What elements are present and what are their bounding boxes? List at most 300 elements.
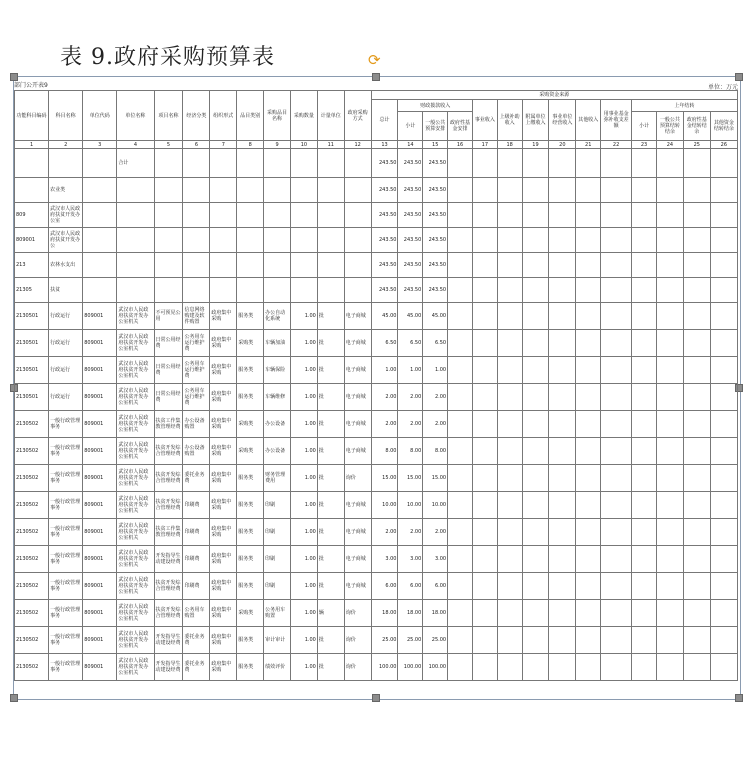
cell-method: 电子商城 xyxy=(344,492,371,519)
cell-empty xyxy=(656,149,683,178)
cell-empty xyxy=(683,573,710,600)
cell-c2: 行政运行 xyxy=(49,357,83,384)
cell-empty xyxy=(497,178,522,203)
cell-empty xyxy=(448,573,473,600)
column-number: 14 xyxy=(398,141,423,149)
cell-total: 10.00 xyxy=(371,492,398,519)
cell-qty: 1.00 xyxy=(290,384,317,411)
cell-empty xyxy=(549,492,576,519)
cell-empty xyxy=(549,384,576,411)
cell-method: 电子商城 xyxy=(344,330,371,357)
cell-c2 xyxy=(49,149,83,178)
cell-sub: 2.00 xyxy=(398,384,423,411)
header-unit-name: 单位名称 xyxy=(117,91,154,141)
cell-empty xyxy=(632,465,657,492)
cell-empty xyxy=(656,303,683,330)
cell-c7: 政府集中采购 xyxy=(210,438,237,465)
cell-gen: 243.50 xyxy=(423,228,448,253)
cell-empty xyxy=(683,303,710,330)
cell-c5: 开发指导生动建设经费 xyxy=(154,654,183,681)
cell-method: 电子商城 xyxy=(344,357,371,384)
cell-empty xyxy=(472,438,497,465)
cell-empty xyxy=(549,546,576,573)
cell-c8 xyxy=(237,253,264,278)
cell-empty xyxy=(656,519,683,546)
cell-c1 xyxy=(15,178,49,203)
table-body xyxy=(15,149,738,681)
cell-empty xyxy=(522,465,549,492)
cell-empty xyxy=(656,465,683,492)
header-econ-class: 经济分类 xyxy=(183,91,210,141)
resize-handle-top-middle[interactable] xyxy=(372,73,380,81)
cell-empty xyxy=(549,411,576,438)
cell-empty xyxy=(549,600,576,627)
cell-c1: 2130502 xyxy=(15,438,49,465)
cell-empty xyxy=(549,253,576,278)
cell-empty xyxy=(632,357,657,384)
cell-empty xyxy=(683,627,710,654)
cell-empty xyxy=(522,330,549,357)
cell-c3: 809001 xyxy=(83,384,117,411)
cell-c4: 武汉市人民政府扶贫开发办公室机关 xyxy=(117,546,154,573)
cell-empty xyxy=(497,278,522,303)
cell-c5: 日常公用经费 xyxy=(154,357,183,384)
cell-c9: 办公设备 xyxy=(264,411,291,438)
cell-c5 xyxy=(154,178,183,203)
unit-label: 单位：万元 xyxy=(707,84,738,91)
cell-c9: 财务管理费用 xyxy=(264,465,291,492)
cell-empty xyxy=(448,384,473,411)
cell-c6 xyxy=(183,278,210,303)
cell-sub: 2.00 xyxy=(398,519,423,546)
column-number: 24 xyxy=(656,141,683,149)
cell-empty xyxy=(576,465,601,492)
cell-empty xyxy=(576,546,601,573)
cell-empty xyxy=(522,519,549,546)
cell-empty xyxy=(710,465,737,492)
table-row xyxy=(15,519,738,546)
cell-empty xyxy=(710,303,737,330)
cell-empty xyxy=(472,278,497,303)
column-number: 5 xyxy=(154,141,183,149)
header-general-budget: 一般公共预算安排 xyxy=(423,112,448,141)
column-number: 4 xyxy=(117,141,154,149)
cell-c8: 服务类 xyxy=(237,519,264,546)
cell-c3: 809001 xyxy=(83,519,117,546)
resize-handle-bottom-left[interactable] xyxy=(10,694,18,702)
cell-c9: 印刷 xyxy=(264,519,291,546)
cell-empty xyxy=(576,357,601,384)
cell-empty xyxy=(497,546,522,573)
cell-c6 xyxy=(183,228,210,253)
cell-c4 xyxy=(117,253,154,278)
resize-handle-bottom-middle[interactable] xyxy=(372,694,380,702)
header-affiliated-income: 附属单位上缴收入 xyxy=(522,100,549,141)
cell-c1: 2130501 xyxy=(15,357,49,384)
cell-empty xyxy=(472,149,497,178)
cell-qty: 1.00 xyxy=(290,654,317,681)
cell-empty xyxy=(522,492,549,519)
cell-c2: 武汉市人民政府扶贫开发办公室 xyxy=(49,203,83,228)
cell-c9 xyxy=(264,203,291,228)
cell-empty xyxy=(710,600,737,627)
cell-c2: 一般行政管理事务 xyxy=(49,573,83,600)
cell-empty xyxy=(522,253,549,278)
cell-total: 6.00 xyxy=(371,573,398,600)
cell-method: 询价 xyxy=(344,465,371,492)
cell-empty xyxy=(448,178,473,203)
cell-empty xyxy=(497,438,522,465)
cell-c7: 政府集中采购 xyxy=(210,519,237,546)
cell-empty xyxy=(683,546,710,573)
cell-unit: 批 xyxy=(317,627,344,654)
column-number: 6 xyxy=(183,141,210,149)
cell-empty xyxy=(656,600,683,627)
cell-c3: 809001 xyxy=(83,600,117,627)
table-row xyxy=(15,253,738,278)
cell-total: 243.50 xyxy=(371,203,398,228)
cell-c1: 21305 xyxy=(15,278,49,303)
cell-empty xyxy=(656,573,683,600)
cell-empty xyxy=(497,357,522,384)
cell-sub: 100.00 xyxy=(398,654,423,681)
cell-empty xyxy=(710,492,737,519)
cell-empty xyxy=(522,228,549,253)
cell-empty xyxy=(472,492,497,519)
cell-empty xyxy=(656,228,683,253)
table-row xyxy=(15,203,738,228)
cell-c8 xyxy=(237,203,264,228)
cell-empty xyxy=(632,303,657,330)
cell-c5 xyxy=(154,253,183,278)
cell-sub: 6.00 xyxy=(398,573,423,600)
cell-qty xyxy=(290,278,317,303)
cell-empty xyxy=(632,253,657,278)
cell-empty xyxy=(472,384,497,411)
cell-unit: 批 xyxy=(317,411,344,438)
header-carry-gov: 政府性基金结转结余 xyxy=(683,112,710,141)
cell-empty xyxy=(472,203,497,228)
cell-c2: 行政运行 xyxy=(49,303,83,330)
column-number: 25 xyxy=(683,141,710,149)
cell-qty: 1.00 xyxy=(290,438,317,465)
cell-gen: 10.00 xyxy=(423,492,448,519)
cell-qty: 1.00 xyxy=(290,627,317,654)
cell-empty xyxy=(710,203,737,228)
cell-qty: 1.00 xyxy=(290,519,317,546)
cell-empty xyxy=(472,519,497,546)
cell-empty xyxy=(632,438,657,465)
cell-empty xyxy=(601,330,632,357)
cell-empty xyxy=(472,546,497,573)
cell-c9: 办公自动化系统 xyxy=(264,303,291,330)
cell-empty xyxy=(601,654,632,681)
cell-gen: 6.50 xyxy=(423,330,448,357)
cell-empty xyxy=(522,411,549,438)
cell-unit: 批 xyxy=(317,465,344,492)
cell-empty xyxy=(522,546,549,573)
cell-empty xyxy=(549,178,576,203)
cell-empty xyxy=(601,465,632,492)
cell-c5: 开发指导生动建设经费 xyxy=(154,546,183,573)
cell-total: 3.00 xyxy=(371,546,398,573)
cell-c5: 开发指导生动建设经费 xyxy=(154,627,183,654)
cell-c9: 绩效评价 xyxy=(264,654,291,681)
cell-gen: 15.00 xyxy=(423,465,448,492)
cell-c6: 公务用车购置 xyxy=(183,600,210,627)
cell-empty xyxy=(549,303,576,330)
cell-gen: 25.00 xyxy=(423,627,448,654)
cell-empty xyxy=(601,303,632,330)
cell-c8: 服务类 xyxy=(237,465,264,492)
cell-sub: 18.00 xyxy=(398,600,423,627)
cell-c5 xyxy=(154,278,183,303)
cell-empty xyxy=(448,654,473,681)
cell-sub: 243.50 xyxy=(398,228,423,253)
table-row xyxy=(15,411,738,438)
resize-handle-bottom-right[interactable] xyxy=(735,694,743,702)
cell-empty xyxy=(472,627,497,654)
cell-empty xyxy=(448,330,473,357)
cell-c3: 809001 xyxy=(83,546,117,573)
rotate-handle-icon[interactable]: ⟳ xyxy=(368,51,381,69)
cell-empty xyxy=(576,149,601,178)
cell-empty xyxy=(683,203,710,228)
cell-c1: 2130502 xyxy=(15,600,49,627)
cell-c1: 2130502 xyxy=(15,573,49,600)
cell-empty xyxy=(576,203,601,228)
cell-unit xyxy=(317,178,344,203)
cell-empty xyxy=(710,384,737,411)
cell-c4: 武汉市人民政府扶贫开发办公室机关 xyxy=(117,519,154,546)
cell-c7 xyxy=(210,178,237,203)
cell-qty: 1.00 xyxy=(290,465,317,492)
cell-empty xyxy=(576,627,601,654)
cell-empty xyxy=(448,253,473,278)
cell-c6: 信息网络购建及软件购置 xyxy=(183,303,210,330)
cell-method xyxy=(344,228,371,253)
cell-qty xyxy=(290,178,317,203)
cell-method xyxy=(344,278,371,303)
cell-total: 243.50 xyxy=(371,149,398,178)
cell-empty xyxy=(683,411,710,438)
header-superior-subsidy: 上级补助收入 xyxy=(497,100,522,141)
cell-empty xyxy=(448,465,473,492)
cell-unit: 批 xyxy=(317,519,344,546)
cell-c2: 武汉市人民政府扶贫开发办公 xyxy=(49,228,83,253)
cell-c5 xyxy=(154,149,183,178)
cell-empty xyxy=(710,573,737,600)
cell-empty xyxy=(448,546,473,573)
cell-total: 2.00 xyxy=(371,519,398,546)
cell-empty xyxy=(522,278,549,303)
cell-c9 xyxy=(264,178,291,203)
cell-c8 xyxy=(237,149,264,178)
cell-c4: 武汉市人民政府扶贫开发办公室机关 xyxy=(117,654,154,681)
cell-c1: 2130501 xyxy=(15,303,49,330)
cell-c6: 印刷费 xyxy=(183,519,210,546)
cell-c1: 2130502 xyxy=(15,654,49,681)
cell-qty: 1.00 xyxy=(290,330,317,357)
cell-empty xyxy=(576,519,601,546)
cell-c6 xyxy=(183,178,210,203)
cell-gen: 6.00 xyxy=(423,573,448,600)
cell-empty xyxy=(522,357,549,384)
cell-sub: 243.50 xyxy=(398,203,423,228)
cell-empty xyxy=(448,492,473,519)
cell-unit: 批 xyxy=(317,303,344,330)
header-biz-income: 事业收入 xyxy=(472,100,497,141)
cell-c1: 2130502 xyxy=(15,627,49,654)
cell-empty xyxy=(549,438,576,465)
cell-empty xyxy=(656,411,683,438)
cell-c4: 武汉市人民政府扶贫开发办公室机关 xyxy=(117,384,154,411)
cell-c2: 一般行政管理事务 xyxy=(49,411,83,438)
cell-empty xyxy=(632,384,657,411)
cell-c1: 809001 xyxy=(15,228,49,253)
cell-empty xyxy=(497,519,522,546)
cell-empty xyxy=(522,654,549,681)
column-number: 11 xyxy=(317,141,344,149)
cell-unit xyxy=(317,253,344,278)
cell-sub: 3.00 xyxy=(398,546,423,573)
cell-empty xyxy=(472,654,497,681)
column-number: 21 xyxy=(576,141,601,149)
cell-empty xyxy=(522,627,549,654)
cell-c7: 政府集中采购 xyxy=(210,303,237,330)
cell-c2: 一般行政管理事务 xyxy=(49,546,83,573)
column-number-row xyxy=(15,141,738,149)
column-number: 9 xyxy=(264,141,291,149)
cell-empty xyxy=(448,278,473,303)
cell-empty xyxy=(710,228,737,253)
cell-unit: 批 xyxy=(317,654,344,681)
cell-sub: 243.50 xyxy=(398,178,423,203)
cell-empty xyxy=(497,228,522,253)
cell-qty xyxy=(290,203,317,228)
cell-c7: 政府集中采购 xyxy=(210,546,237,573)
cell-c9: 车辆保险 xyxy=(264,357,291,384)
cell-c8: 采购类 xyxy=(237,411,264,438)
cell-unit xyxy=(317,149,344,178)
cell-c4 xyxy=(117,278,154,303)
column-number: 26 xyxy=(710,141,737,149)
cell-c6: 办公设备购置 xyxy=(183,438,210,465)
cell-c2: 一般行政管理事务 xyxy=(49,654,83,681)
cell-empty xyxy=(601,203,632,228)
cell-empty xyxy=(522,600,549,627)
cell-c4: 武汉市人民政府扶贫开发办公室机关 xyxy=(117,492,154,519)
header-fund-source: 采购资金来源 xyxy=(371,91,737,100)
cell-empty xyxy=(656,178,683,203)
cell-qty xyxy=(290,149,317,178)
cell-sub: 243.50 xyxy=(398,253,423,278)
cell-c3: 809001 xyxy=(83,627,117,654)
cell-c8: 服务类 xyxy=(237,627,264,654)
cell-c7 xyxy=(210,228,237,253)
cell-c8: 服务类 xyxy=(237,546,264,573)
cell-empty xyxy=(576,411,601,438)
cell-c2: 扶贫 xyxy=(49,278,83,303)
cell-empty xyxy=(683,465,710,492)
cell-sub: 15.00 xyxy=(398,465,423,492)
cell-c5: 扶贫开发综合管理经费 xyxy=(154,600,183,627)
cell-total: 2.00 xyxy=(371,384,398,411)
cell-c8: 采购类 xyxy=(237,330,264,357)
cell-empty xyxy=(710,253,737,278)
cell-empty xyxy=(549,357,576,384)
header-operating-income: 事业单位经营收入 xyxy=(549,100,576,141)
cell-unit: 批 xyxy=(317,492,344,519)
cell-c9: 印刷 xyxy=(264,492,291,519)
cell-c7: 政府集中采购 xyxy=(210,627,237,654)
cell-sub: 6.50 xyxy=(398,330,423,357)
procurement-budget-table xyxy=(14,90,738,681)
cell-empty xyxy=(683,149,710,178)
cell-empty xyxy=(683,519,710,546)
cell-c7 xyxy=(210,278,237,303)
column-number: 3 xyxy=(83,141,117,149)
column-number: 10 xyxy=(290,141,317,149)
cell-unit: 批 xyxy=(317,357,344,384)
table-row xyxy=(15,573,738,600)
cell-c6: 委托业务费 xyxy=(183,627,210,654)
table-row xyxy=(15,278,738,303)
cell-c8: 服务类 xyxy=(237,492,264,519)
cell-empty xyxy=(632,178,657,203)
cell-empty xyxy=(683,654,710,681)
cell-total: 15.00 xyxy=(371,465,398,492)
cell-empty xyxy=(683,228,710,253)
column-number: 18 xyxy=(497,141,522,149)
cell-c3: 809001 xyxy=(83,654,117,681)
header-org-form: 组织形式 xyxy=(210,91,237,141)
cell-c7: 政府集中采购 xyxy=(210,411,237,438)
cell-gen: 18.00 xyxy=(423,600,448,627)
cell-gen: 1.00 xyxy=(423,357,448,384)
cell-total: 6.50 xyxy=(371,330,398,357)
cell-c4: 武汉市人民政府扶贫开发办公室机关 xyxy=(117,303,154,330)
header-carryover: 上年结转 xyxy=(632,100,738,112)
cell-c6 xyxy=(183,149,210,178)
cell-c4: 武汉市人民政府扶贫开发办公室机关 xyxy=(117,465,154,492)
cell-sub: 10.00 xyxy=(398,492,423,519)
cell-gen: 243.50 xyxy=(423,253,448,278)
column-number: 1 xyxy=(15,141,49,149)
cell-c6 xyxy=(183,253,210,278)
cell-empty xyxy=(576,492,601,519)
cell-empty xyxy=(601,278,632,303)
cell-empty xyxy=(448,600,473,627)
cell-empty xyxy=(683,357,710,384)
cell-c8 xyxy=(237,178,264,203)
cell-empty xyxy=(549,654,576,681)
table-row xyxy=(15,627,738,654)
cell-c3 xyxy=(83,178,117,203)
cell-empty xyxy=(448,149,473,178)
cell-c6: 委托业务费 xyxy=(183,654,210,681)
cell-empty xyxy=(448,519,473,546)
cell-empty xyxy=(549,228,576,253)
header-carry-general: 一般公共预算结转结余 xyxy=(656,112,683,141)
cell-c4: 武汉市人民政府扶贫开发办公室机关 xyxy=(117,627,154,654)
cell-c8: 服务类 xyxy=(237,384,264,411)
cell-empty xyxy=(601,573,632,600)
cell-c3 xyxy=(83,253,117,278)
cell-empty xyxy=(497,573,522,600)
resize-handle-top-right[interactable] xyxy=(735,73,743,81)
cell-c7: 政府集中采购 xyxy=(210,384,237,411)
